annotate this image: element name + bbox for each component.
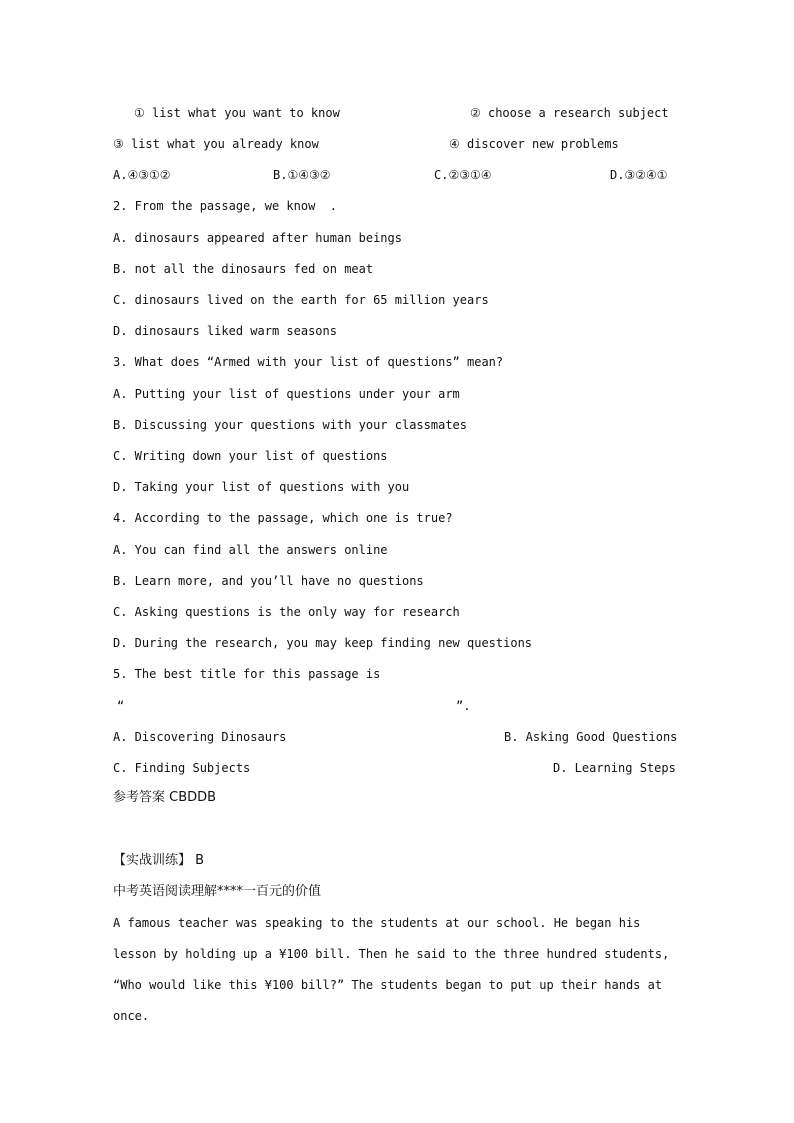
question-3-option-d: D. Taking your list of questions with you (113, 480, 410, 494)
passage-paragraph: A famous teacher was speaking to the students at our school. He began his lesson by holding up a ¥100 bill. Then he said to the three hundred students, “Who would like this ¥100 bill?” The students began to put up their hands at once. (113, 916, 670, 1023)
question-4-option-d: D. During the research, you may keep finding new questions (113, 636, 533, 650)
order-option-c: C.②③①④ (434, 168, 492, 182)
question-3-stem: 3. What does “Armed with your list of questions” mean? (113, 355, 504, 369)
question-5-option-d: D. Learning Steps (553, 761, 676, 775)
order-option-d: D.③②④① (610, 168, 668, 182)
question-2-option-c: C. dinosaurs lived on the earth for 65 million years (113, 293, 489, 307)
answer-key: 参考答案 CBDDB (113, 790, 217, 805)
question-2-option-b: B. not all the dinosaurs fed on meat (113, 262, 374, 276)
question-2-stem: 2. From the passage, we know . (113, 199, 337, 213)
section-title: 中考英语阅读理解****一百元的价值 (113, 884, 322, 899)
question-4-stem: 4. According to the passage, which one is true? (113, 511, 453, 525)
order-option-a: A.④③①② (113, 168, 171, 182)
order-item-4: ④ discover new problems (449, 137, 619, 151)
question-2-option-a: A. dinosaurs appeared after human beings (113, 231, 402, 245)
question-5-option-c: C. Finding Subjects (113, 761, 251, 775)
question-2-option-d: D. dinosaurs liked warm seasons (113, 324, 337, 338)
question-5-option-a: A. Discovering Dinosaurs (113, 730, 287, 744)
question-4-option-c: C. Asking questions is the only way for research (113, 605, 460, 619)
question-3-option-a: A. Putting your list of questions under your arm (113, 387, 460, 401)
question-4-option-b: B. Learn more, and you’ll have no questions (113, 574, 424, 588)
question-5-stem: 5. The best title for this passage is (113, 667, 381, 681)
order-option-b: B.①④③② (273, 168, 331, 182)
order-item-1: ① list what you want to know (134, 106, 340, 120)
question-3-option-b: B. Discussing your questions with your classmates (113, 418, 468, 432)
order-item-3: ③ list what you already know (113, 137, 319, 151)
question-5-blank-open: “ (117, 699, 125, 713)
question-4-option-a: A. You can find all the answers online (113, 543, 388, 557)
question-5-blank-close: ”. (456, 699, 471, 713)
section-heading: 【实战训练】 B (113, 853, 205, 868)
order-item-2: ② choose a research subject (470, 106, 669, 120)
question-3-option-c: C. Writing down your list of questions (113, 449, 388, 463)
question-5-option-b: B. Asking Good Questions (504, 730, 678, 744)
